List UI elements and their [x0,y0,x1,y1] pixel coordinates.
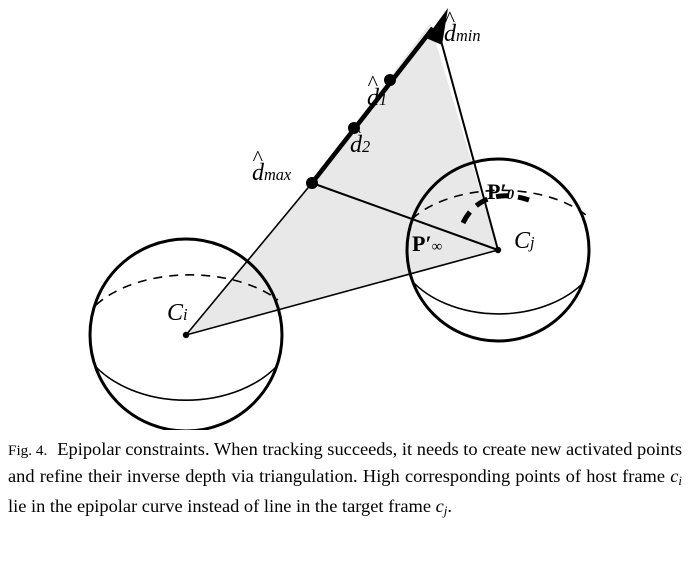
caption-text-part-1: Epipolar constraints. When tracking succeeds, it needs to create new activated points and refine their inverse depth via triangulation. High corresponding points of host frame [8,439,682,486]
label-p-prime-infinity: P′∞ [412,231,443,256]
caption-host-frame-subscript: i [678,473,682,488]
label-d-2: ^ d2 [350,133,370,157]
figure-caption [8,437,682,525]
point-d1 [384,74,396,86]
caption-text-part-3: . [447,496,452,517]
point-ci-center [183,332,189,338]
label-d-min: ^ dmin [444,22,480,46]
label-d-max: ^ dmax [252,161,291,185]
point-dmax [306,177,318,189]
host-sphere-front-arc [95,366,277,400]
point-cj-center [495,247,501,253]
target-sphere-front-arc [412,281,585,314]
label-p-prime-0: P′0 [487,179,515,204]
caption-target-frame-subscript: j [443,504,448,519]
caption-host-frame-symbol: c [670,465,679,486]
epipolar-wedge-shading [186,23,498,335]
label-c-j: Cj [514,228,535,254]
caption-target-frame-symbol: c [435,496,444,517]
label-d-1: ^ d1 [367,86,387,110]
caption-text-part-2: lie in the epipolar curve instead of line in the target frame [8,496,436,517]
caption-figure-number: Fig. 4. [8,442,48,459]
label-c-i: Ci [167,300,188,326]
